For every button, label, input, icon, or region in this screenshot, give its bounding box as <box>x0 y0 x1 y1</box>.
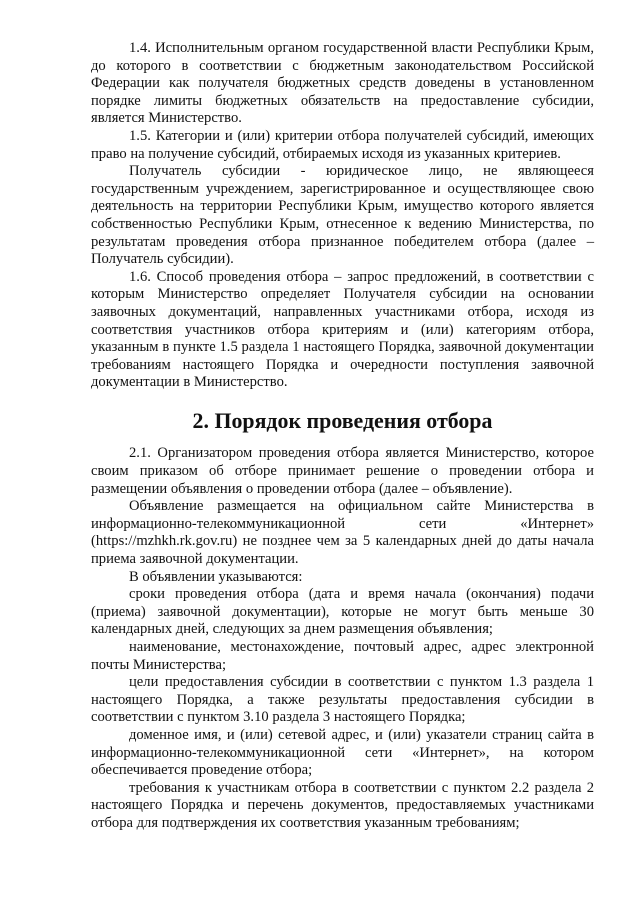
paragraph-1-6: 1.6. Способ проведения отбора – запрос предложений, в соответствии с которым Министерство определяет Получателя субсидии на основании заявочных документаций, направленных участниками отбора, исходя из соответствия участников отбора критериям и (или) категориям отбора, указанным в пункте 1.5 раздела 1 настоящего Порядка, заявочной документации требованиям настоящего Порядка и очередности поступления заявочной документации в Министерство. <box>91 268 594 391</box>
list-item: наименование, местонахождение, почтовый адрес, адрес электронной почты Министерства; <box>91 639 594 673</box>
list-item: цели предоставления субсидии в соответствии с пунктом 1.3 раздела 1 настоящего Порядка, а также результаты предоставления субсидии в соответствии с пунктом 3.10 раздела 3 настоящего Порядка; <box>91 674 594 726</box>
paragraph-2-1: 2.1. Организатором проведения отбора является Министерство, которое своим приказом об отборе принимает решение о проведении отбора и размещении объявления о проведении отбора (далее – объявление). <box>91 445 594 497</box>
paragraph-1-4: 1.4. Исполнительным органом государственной власти Республики Крым, до которого в соответствии с бюджетным законодательством Российской Федерации как получателя бюджетных средств доведены в установленном порядке лимиты бюджетных обязательств на предоставление субсидии, является Министерство. <box>91 40 594 127</box>
paragraph-recipient-definition: Получатель субсидии - юридическое лицо, не являющееся государственным учреждением, зарегистрированное и осуществляющее свою деятельность на территории Республики Крым, имущество которого является собственностью Республики Крым, отнесенное к ведению Министерства, по результатам проведения отбора признанное победителем отбора (далее – Получатель субсидии). <box>91 163 594 268</box>
paragraph-announcement: Объявление размещается на официальном сайте Министерства в информационно-телекоммуникационной сети «Интернет» (https://mzhkh.rk.gov.ru) не позднее чем за 5 календарных дней до даты начала приема заявочной документации. <box>91 498 594 568</box>
section-2-heading: 2. Порядок проведения отбора <box>192 407 493 433</box>
list-item: доменное имя, и (или) сетевой адрес, и (или) указатели страниц сайта в информационно-телекоммуникационной сети «Интернет», на котором обеспечивается проведение отбора; <box>91 726 594 779</box>
paragraph-list-intro: В объявлении указываются: <box>129 568 303 585</box>
list-item: требования к участникам отбора в соответствии с пунктом 2.2 раздела 2 настоящего Порядка и перечень документов, предоставляемых участниками отбора для подтверждения их соответствия указанным требованиям; <box>91 779 594 831</box>
list-item: сроки проведения отбора (дата и время начала (окончания) подачи (приема) заявочной документации), которые не могут быть меньше 30 календарных дней, следующих за днем размещения объявления; <box>91 586 594 638</box>
paragraph-1-5: 1.5. Категории и (или) критерии отбора получателей субсидий, имеющих право на получение субсидий, отбираемых исходя из указанных критериев. <box>91 127 594 162</box>
